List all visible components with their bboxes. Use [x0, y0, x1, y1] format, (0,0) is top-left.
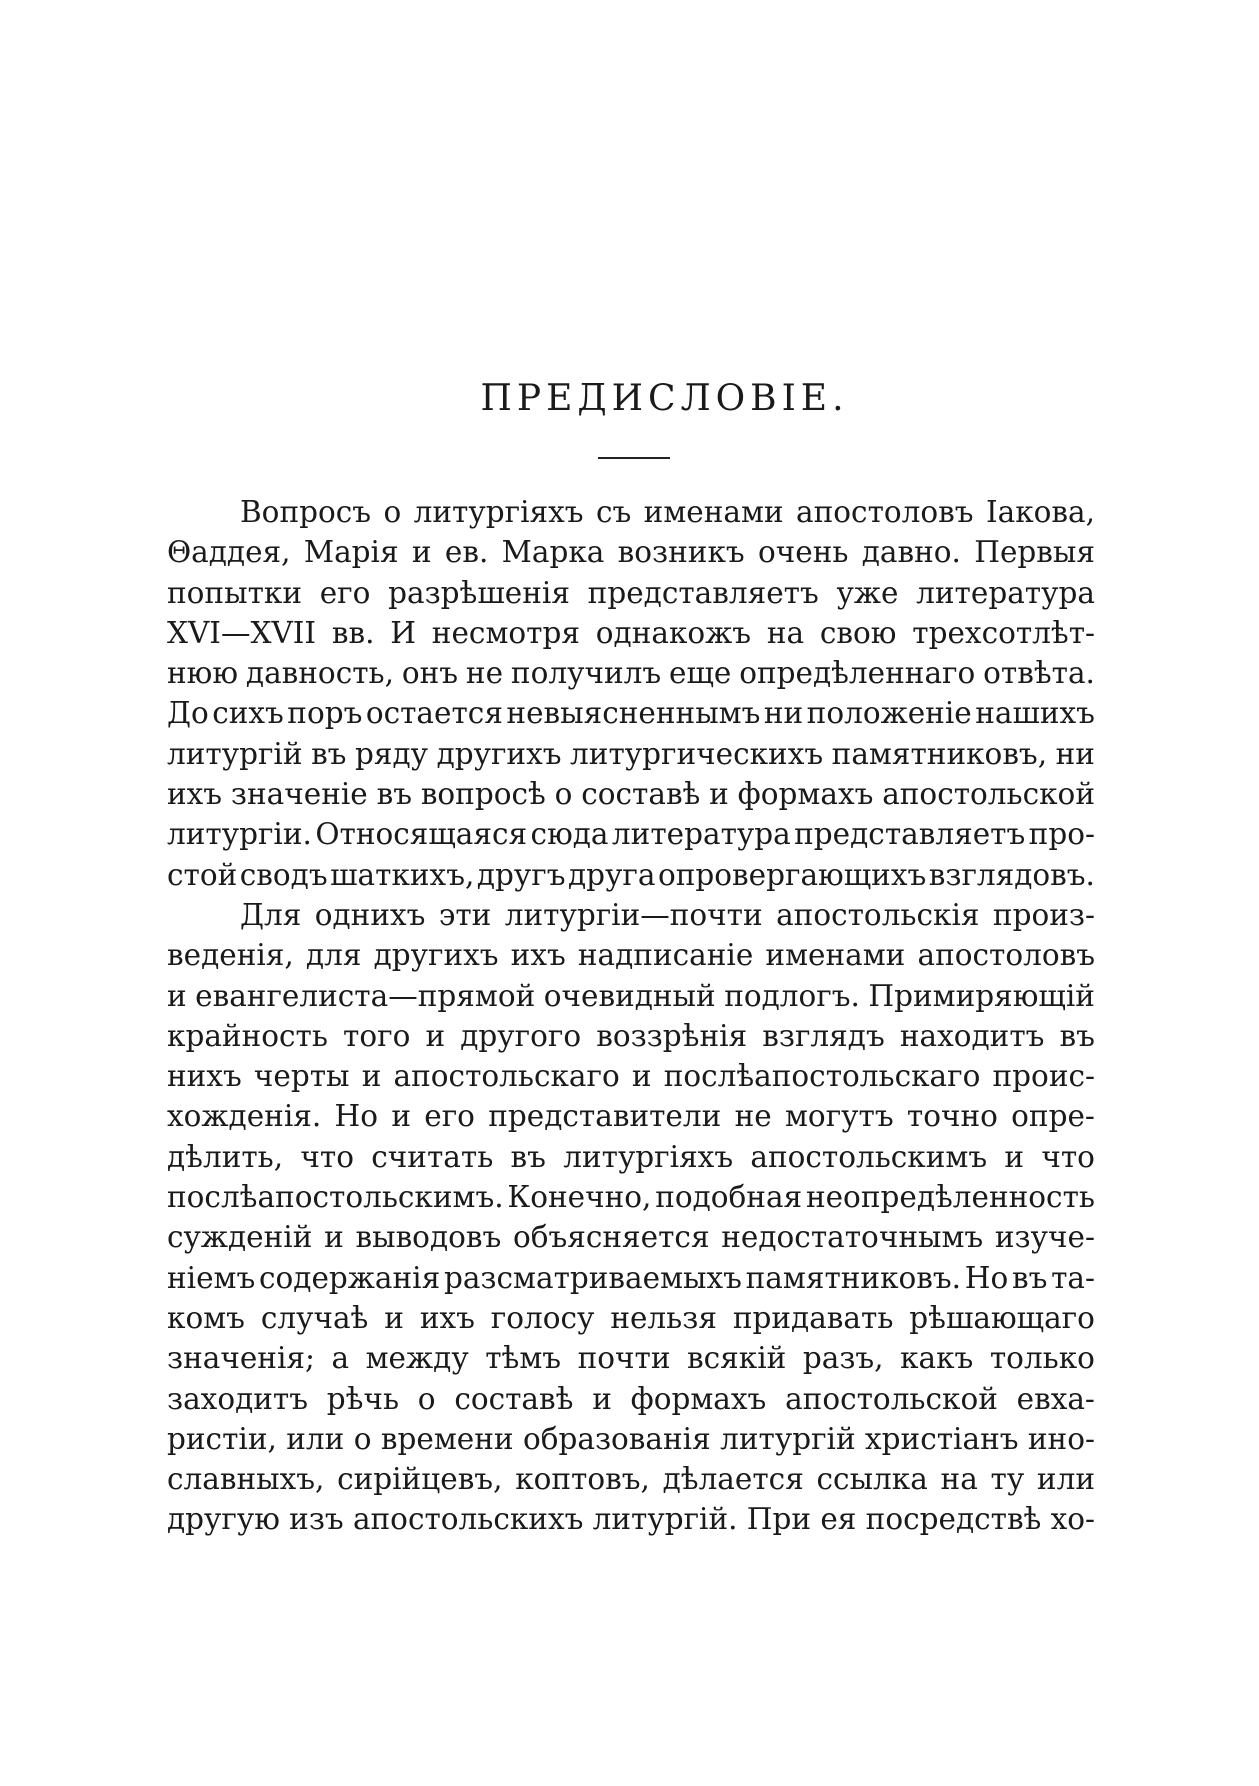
text-line: другую изъ апостольскихъ литургій. При ея посредствѣ хо- — [167, 1502, 1095, 1537]
text-line: крайность того и другого воззрѣнія взглядъ находитъ въ — [167, 1018, 1095, 1053]
text-line: и евангелиста—прямой очевидный подлогъ. Примиряющій — [167, 978, 1095, 1013]
paragraph-2 — [167, 895, 1095, 1540]
text-line: Вопросъ о литургіяхъ съ именами апостоловъ Іакова, — [240, 495, 1095, 529]
text-line: литургій въ ряду другихъ литургическихъ памятниковъ, ни — [167, 736, 1095, 771]
text-line: нихъ черты и апостольскаго и послѣапостольскаго проис- — [167, 1059, 1095, 1094]
paragraph-1 — [167, 492, 1095, 895]
text-line: послѣапостольскимъ. Конечно, подобная неопредѣленность — [167, 1180, 1095, 1215]
text-line: XVI—XVII вв. И несмотря однакожъ на свою трехсотлѣт- — [167, 615, 1095, 650]
text-line: дѣлить, что считать въ литургіяхъ апостольскимъ и что — [167, 1139, 1095, 1174]
text-line: ристіи, или о времени образованія литургій христіанъ ино- — [167, 1421, 1095, 1456]
title-divider — [598, 457, 670, 459]
text-line: ніемъ содержанія разсматриваемыхъ памятниковъ. Но въ та- — [167, 1260, 1095, 1295]
text-line: сужденій и выводовъ объясняется недостаточнымъ изуче- — [167, 1220, 1095, 1255]
text-line: ихъ значеніе въ вопросѣ о составѣ и формахъ апостольской — [167, 777, 1095, 812]
text-line: хожденія. Но и его представители не могутъ точно опре- — [167, 1099, 1095, 1134]
text-line: До сихъ поръ остается невыясненнымъ ни положеніе нашихъ — [167, 696, 1095, 731]
text-line: Θаддея, Марія и ев. Марка возникъ очень давно. Первыя — [167, 535, 1095, 570]
page-title: ПРЕДИСЛОВІЕ. — [480, 378, 849, 419]
text-line: литургіи. Относящаяся сюда литература представляетъ про- — [167, 817, 1095, 852]
text-line: славныхъ, сирійцевъ, коптовъ, дѣлается ссылка на ту или — [167, 1462, 1095, 1497]
text-line: стой сводъ шаткихъ, другъ друга опровергающихъ взглядовъ. — [167, 857, 1095, 892]
text-line: веденія, для другихъ ихъ надписаніе именами апостоловъ — [167, 938, 1095, 973]
text-line: комъ случаѣ и ихъ голосу нельзя придавать рѣшающаго — [167, 1300, 1095, 1335]
text-line: нюю давность, онъ не получилъ еще опредѣленнаго отвѣта. — [167, 656, 1095, 691]
text-line: значенія; а между тѣмъ почти всякій разъ, какъ только — [167, 1341, 1095, 1376]
body-text — [167, 492, 1095, 1540]
text-line: Для однихъ эти литургіи—почти апостольскія произ- — [240, 897, 1095, 932]
text-line: заходитъ рѣчь о составѣ и формахъ апостольской евха- — [167, 1381, 1095, 1416]
text-line: попытки его разрѣшенія представляетъ уже литература — [167, 575, 1095, 610]
